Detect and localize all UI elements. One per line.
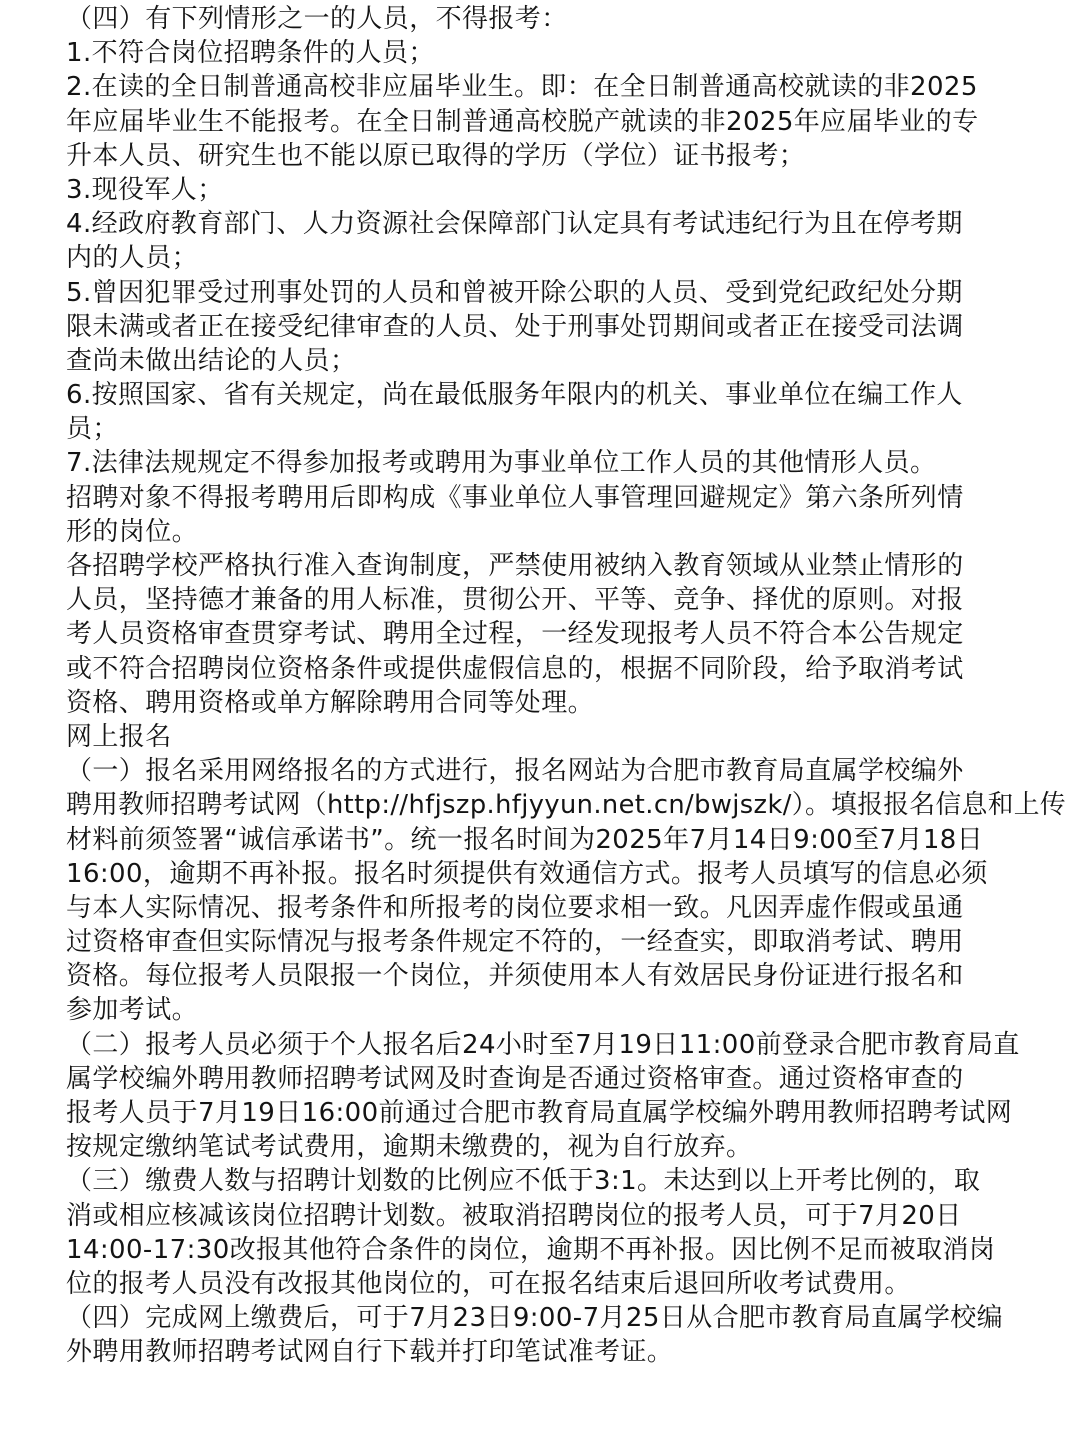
text-line: （三）缴费人数与招聘计划数的比例应不低于3:1。未达到以上开考比例的，取: [66, 1166, 981, 1197]
text-line: （二）报考人员必须于个人报名后24小时至7月19日11:00前登录合肥市教育局直: [66, 1029, 1020, 1060]
text-line: （四）完成网上缴费后，可于7月23日9:00-7月25日从合肥市教育局直属学校编: [66, 1303, 1004, 1334]
text-line: 资格。每位报考人员限报一个岗位，并须使用本人有效居民身份证进行报名和: [66, 961, 964, 992]
document-body: [66, 2, 1066, 1370]
text-line: 属学校编外聘用教师招聘考试网及时查询是否通过资格审查。通过资格审查的: [66, 1063, 964, 1094]
text-line: 年应届毕业生不能报考。在全日制普通高校脱产就读的非2025年应届毕业的专: [66, 106, 979, 137]
text-line: 5.曾因犯罪受过刑事处罚的人员和曾被开除公职的人员、受到党纪政纪处分期: [66, 277, 963, 308]
text-line: 按规定缴纳笔试考试费用，逾期未缴费的，视为自行放弃。: [66, 1132, 753, 1163]
text-line: （四）有下列情形之一的人员，不得报考：: [66, 4, 568, 34]
text-line: 资格、聘用资格或单方解除聘用合同等处理。: [66, 687, 595, 718]
text-line: 材料前须签署“诚信承诺书”。统一报名时间为2025年7月14日9:00至7月18日: [66, 824, 984, 855]
text-line: 查尚未做出结论的人员；: [66, 345, 357, 376]
text-line: 过资格审查但实际情况与报考条件规定不符的，一经查实，即取消考试、聘用: [66, 927, 964, 958]
text-line: 2.在读的全日制普通高校非应届毕业生。即：在全日制普通高校就读的非2025: [66, 72, 978, 103]
text-line: 14:00-17:30改报其他符合条件的岗位，逾期不再补报。因比例不足而被取消岗: [66, 1234, 996, 1265]
text-line: 招聘对象不得报考聘用后即构成《事业单位人事管理回避规定》第六条所列情: [66, 482, 964, 513]
text-line: 员；: [66, 414, 119, 445]
text-line: 6.按照国家、省有关规定，尚在最低服务年限内的机关、事业单位在编工作人: [66, 380, 963, 411]
text-line: 7.法律法规规定不得参加报考或聘用为事业单位工作人员的其他情形人员。: [66, 448, 937, 479]
text-line: 3.现役军人；: [66, 174, 224, 205]
text-line: 考人员资格审查贯穿考试、聘用全过程，一经发现报考人员不符合本公告规定: [66, 619, 964, 650]
text-line: 与本人实际情况、报考条件和所报考的岗位要求相一致。凡因弄虚作假或虽通: [66, 892, 964, 923]
text-line: 4.经政府教育部门、人力资源社会保障部门认定具有考试违纪行为且在停考期: [66, 209, 963, 240]
text-line: （一）报名采用网络报名的方式进行，报名网站为合肥市教育局直属学校编外: [66, 756, 964, 787]
text-line: 限未满或者正在接受纪律审查的人员、处于刑事处罚期间或者正在接受司法调: [66, 311, 964, 342]
text-line: 16:00，逾期不再补报。报名时须提供有效通信方式。报考人员填写的信息必须: [66, 858, 988, 889]
text-line: 人员，坚持德才兼备的用人标准，贯彻公开、平等、竞争、择优的原则。对报: [66, 585, 964, 616]
text-line: 消或相应核减该岗位招聘计划数。被取消招聘岗位的报考人员，可于7月20日: [66, 1200, 962, 1231]
text-line: 报考人员于7月19日16:00前通过合肥市教育局直属学校编外聘用教师招聘考试网: [66, 1098, 1013, 1128]
text-line: 外聘用教师招聘考试网自行下载并打印笔试准考证。: [66, 1337, 674, 1368]
text-line: 参加考试。: [66, 995, 199, 1026]
text-line: 1.不符合岗位招聘条件的人员；: [66, 38, 435, 69]
text-line: 聘用教师招聘考试网（http://hfjszp.hfjyyun.net.cn/bwjszk/）。填报报名信息和上传: [66, 790, 1066, 821]
text-line: 或不符合招聘岗位资格条件或提供虚假信息的，根据不同阶段，给予取消考试: [66, 653, 964, 684]
text-line: 升本人员、研究生也不能以原已取得的学历（学位）证书报考；: [66, 140, 806, 171]
text-line: 内的人员；: [66, 243, 199, 274]
text-line: 各招聘学校严格执行准入查询制度，严禁使用被纳入教育领域从业禁止情形的: [66, 551, 964, 581]
section-heading: 网上报名: [66, 721, 172, 752]
text-line: 形的岗位。: [66, 516, 199, 547]
text-line: 位的报考人员没有改报其他岗位的，可在报名结束后退回所收考试费用。: [66, 1268, 911, 1299]
